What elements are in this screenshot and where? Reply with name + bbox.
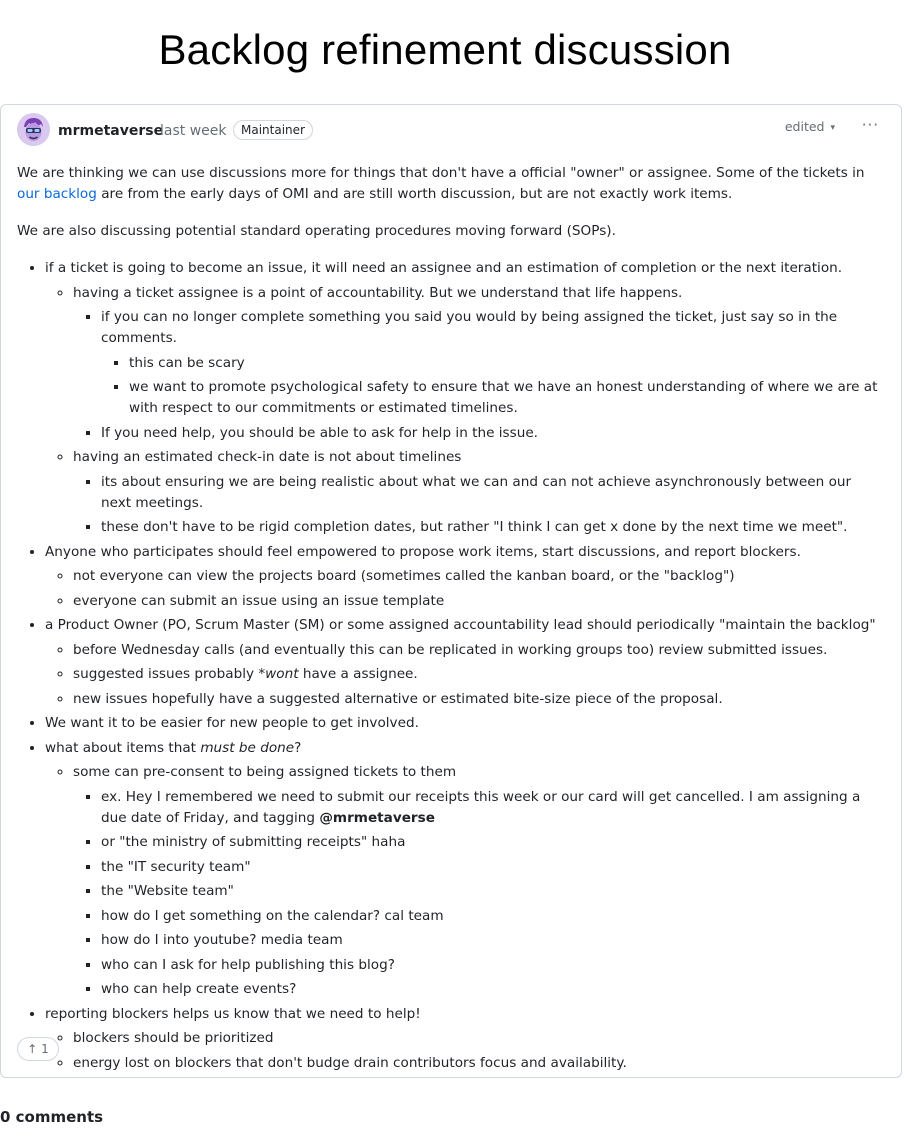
list-item: ▪ we want to promote psychological safety to ensure that we have an honest understanding of where we are at with respect to our commitments or estimated timelines. xyxy=(129,377,885,419)
list-item: ▪ if you can no longer complete something you said you would by being assigned the ticket, just say so in the comments. ▪ this can be scary ▪ we want to promote psychological safety to ensure that we have an honest understanding of where we are at with respect to our commitments or estimated timelines. xyxy=(101,307,885,419)
list-item: ▪ who can help create events? xyxy=(101,979,885,1000)
list-item: ◦ new issues hopefully have a suggested alternative or estimated bite-size piece of the proposal. xyxy=(73,689,885,710)
list-item: • reporting blockers helps us know that we need to help! ◦ blockers should be prioritized ◦ energy lost on blockers that don't budge drain contributors focus and availability. xyxy=(45,1004,885,1074)
list-item: ◦ everyone can submit an issue using an issue template xyxy=(73,591,885,612)
upvote-button[interactable] xyxy=(17,1037,59,1061)
bullet-list xyxy=(17,258,885,1074)
list-item: • Anyone who participates should feel empowered to propose work items, start discussions, and report blockers. ◦ not everyone can view the projects board (sometimes called the kanban board, or the "backlog") ◦ everyone can submit an issue using an issue template xyxy=(45,542,885,612)
more-options-icon[interactable]: ··· xyxy=(861,116,879,134)
arrow-up-icon: ↑ xyxy=(27,1042,38,1056)
caret-down-icon: ▾ xyxy=(830,123,835,133)
list-item: ◦ energy lost on blockers that don't budge drain contributors focus and availability. xyxy=(73,1053,885,1074)
list-item: ▪ ex. Hey I remembered we need to submit our receipts this week or our card will get cancelled. I am assigning a due date of Friday, and tagging @mrmetaverse xyxy=(101,787,885,829)
post-header xyxy=(17,113,885,147)
list-item: ▪ who can I ask for help publishing this blog? xyxy=(101,955,885,976)
list-item: ▪ or "the ministry of submitting receipts" haha xyxy=(101,832,885,853)
maintainer-badge: Maintainer xyxy=(233,120,313,140)
page-title: Backlog refinement discussion xyxy=(158,26,732,73)
list-item: ◦ having an estimated check-in date is not about timelines ▪ its about ensuring we are being realistic about what we can and can not achieve asynchronously between our next meetings. ▪ these don't have to be rigid completion dates, but rather "I think I can get x done by the next time we meet". xyxy=(73,447,885,538)
sop-paragraph: We are also discussing potential standard operating procedures moving forward (SOPs). xyxy=(17,223,616,239)
list-item: • if a ticket is going to become an issue, it will need an assignee and an estimation of completion or the next iteration. ◦ having a ticket assignee is a point of accountability. But we understand that life happens. ▪ if you can no longer complete something you said you would by being assigned the ticket, just say so in the comments. ▪ this can be scary ▪ we want to promote psychological safety to ensure that we have an honest understanding of where we are at with respect to our commitments or estimated timelines. ▪ If you need help, you should be able to ask for help in the issue. ◦ having an estimated check-in date is not about timelines ▪ its about ensuring we are being realistic about what we can and can not achieve asynchronously between our next meetings. ▪ these don't have to be rigid completion dates, but rather "I think I can get x done by the next time we meet". xyxy=(45,258,885,538)
list-item: ◦ before Wednesday calls (and eventually this can be replicated in working groups too) review submitted issues. xyxy=(73,640,885,661)
list-item: ▪ how do I get something on the calendar? cal team xyxy=(101,906,885,927)
post-body xyxy=(17,163,885,1074)
edited-history-dropdown[interactable] xyxy=(785,119,835,134)
list-item: ▪ the "Website team" xyxy=(101,881,885,902)
list-item: ▪ these don't have to be rigid completion dates, but rather "I think I can get x done by the next time we meet". xyxy=(101,517,885,538)
list-item: ◦ having a ticket assignee is a point of accountability. But we understand that life happens. ▪ if you can no longer complete something you said you would by being assigned the ticket, just say so in the comments. ▪ this can be scary ▪ we want to promote psychological safety to ensure that we have an honest understanding of where we are at with respect to our commitments or estimated timelines. ▪ If you need help, you should be able to ask for help in the issue. xyxy=(73,283,885,444)
list-item: ▪ If you need help, you should be able to ask for help in the issue. xyxy=(101,423,885,444)
comments-count: 0 comments xyxy=(0,1108,104,1126)
list-item: • a Product Owner (PO, Scrum Master (SM) or some assigned accountability lead should periodically "maintain the backlog" ◦ before Wednesday calls (and eventually this can be replicated in working groups too) review submitted issues. ◦ suggested issues probably *wont have a assignee. ◦ new issues hopefully have a suggested alternative or estimated bite-size piece of the proposal. xyxy=(45,615,885,710)
author-name[interactable]: mrmetaverse xyxy=(58,123,164,139)
avatar-icon xyxy=(17,113,50,146)
list-item: ▪ how do I into youtube? media team xyxy=(101,930,885,951)
list-item: • We want it to be easier for new people to get involved. xyxy=(45,713,885,734)
discussion-post xyxy=(0,104,902,1078)
list-item: ▪ this can be scary xyxy=(129,353,885,374)
list-item: ◦ suggested issues probably *wont have a assignee. xyxy=(73,664,885,685)
post-timestamp[interactable]: last week xyxy=(160,123,227,139)
list-item: ◦ blockers should be prioritized xyxy=(73,1028,885,1049)
intro-paragraph: We are thinking we can use discussions more for things that don't have a official "owner" or assignee. Some of the tickets in our backlog are from the early days of OMI and are still worth discussion, but are not exactly work items. xyxy=(17,165,865,202)
user-mention[interactable]: @mrmetaverse xyxy=(319,809,435,826)
list-item: ▪ its about ensuring we are being realistic about what we can and can not achieve asynchronously between our next meetings. xyxy=(101,472,885,514)
list-item: • what about items that must be done? ◦ some can pre-consent to being assigned tickets to them ▪ ex. Hey I remembered we need to submit our receipts this week or our card will get cancelled. I am assigning a due date of Friday, and tagging @mrmetaverse ▪ or "the ministry of submitting receipts" haha ▪ the "IT security team" ▪ the "Website team" ▪ how do I get something on the calendar? cal team ▪ how do I into youtube? media team ▪ who can I ask for help publishing this blog? ▪ who can help create events? xyxy=(45,738,885,1001)
upvote-count: 1 xyxy=(41,1042,49,1056)
backlog-link[interactable]: our backlog xyxy=(17,186,97,202)
edited-label: edited xyxy=(784,119,825,134)
list-item: ◦ not everyone can view the projects board (sometimes called the kanban board, or the "backlog") xyxy=(73,566,885,587)
list-item: ▪ the "IT security team" xyxy=(101,857,885,878)
list-item: ◦ some can pre-consent to being assigned tickets to them ▪ ex. Hey I remembered we need to submit our receipts this week or our card will get cancelled. I am assigning a due date of Friday, and tagging @mrmetaverse ▪ or "the ministry of submitting receipts" haha ▪ the "IT security team" ▪ the "Website team" ▪ how do I get something on the calendar? cal team ▪ how do I into youtube? media team ▪ who can I ask for help publishing this blog? ▪ who can help create events? xyxy=(73,762,885,1000)
avatar[interactable] xyxy=(17,113,50,146)
